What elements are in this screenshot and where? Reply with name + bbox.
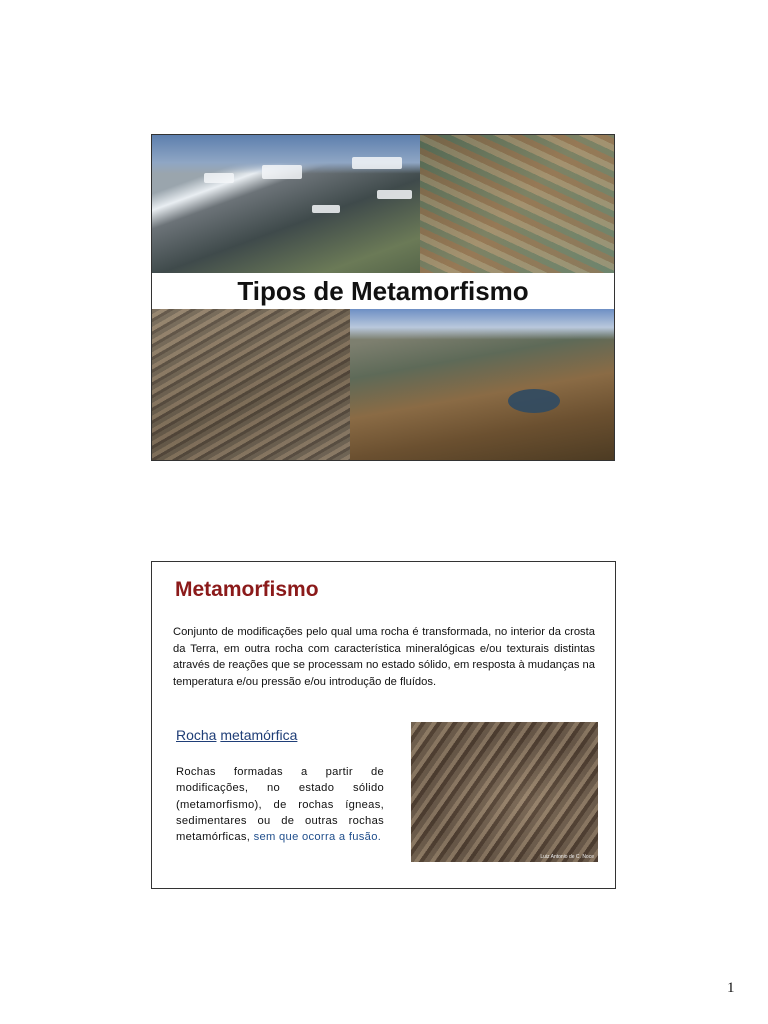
lake-shape — [508, 389, 560, 413]
description-text: Rochas formadas a partir de modificações, no estado sólido (metamorfismo), de rochas ígneas, sedimentares ou de outras rochas metamórficas, — [176, 766, 384, 844]
slide-title — [151, 134, 615, 461]
subheading-word-1: Rocha — [176, 727, 217, 743]
definition-text: Conjunto de modificações pelo qual uma rocha é transformada, no interior da crosta da Terra, em outra rocha com característica mineralógicas e/ou texturais distintas através de reações que se processam no estado sólido, em resposta à mudanças na temperatura e/ou pressão e/ou introdução de fluídos. — [173, 626, 595, 688]
page-number: 1 — [727, 980, 735, 996]
metamorphic-rock-photo — [411, 722, 598, 862]
mountains-photo — [152, 135, 420, 273]
foliated-rock-photo — [152, 309, 350, 461]
slide-metamorfismo — [151, 561, 616, 889]
description-highlight: sem que ocorra a fusão. — [253, 831, 382, 844]
slide-heading: Metamorfismo — [175, 578, 319, 601]
photo-credit: Luiz Antonio de C. Noce — [540, 854, 594, 860]
rock-description — [176, 764, 384, 845]
subheading — [176, 727, 297, 743]
valley-photo — [350, 309, 615, 461]
subheading-word-2: metamórfica — [220, 727, 298, 743]
slide-title-text: Tipos de Metamorfismo — [152, 273, 614, 309]
folded-rock-photo — [420, 135, 615, 273]
